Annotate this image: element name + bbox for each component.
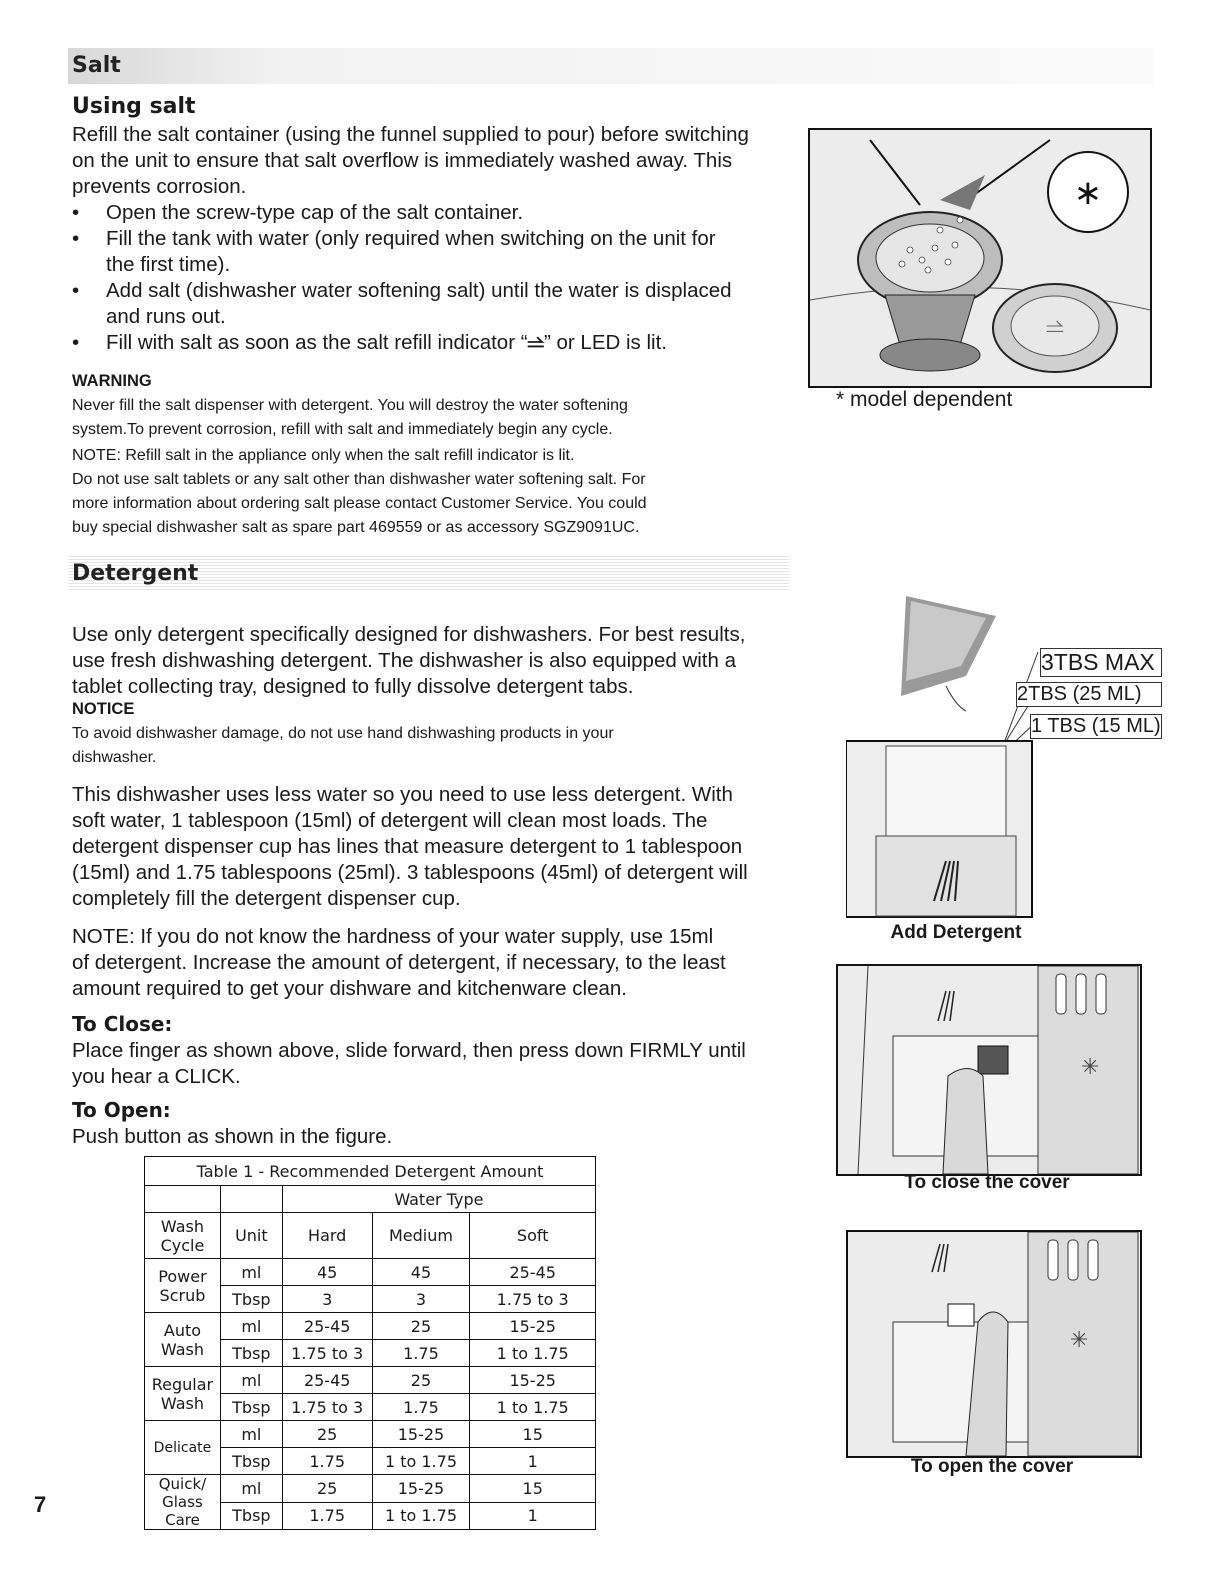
open-cover-caption: To open the cover [910, 1456, 1074, 1477]
table-row: Tbsp 3 3 1.75 to 3 [145, 1286, 596, 1313]
salt-steps-list [72, 200, 792, 356]
wash-cycle-cell: Auto Wash [145, 1313, 221, 1367]
column-header: Unit [220, 1213, 282, 1259]
notice-text: To avoid dishwasher damage, do not use hand dishwashing products in your dishwasher. [72, 725, 614, 766]
salt-step: • Add salt (dishwasher water softening salt) until the water is displaced and runs out. [72, 278, 792, 330]
column-header: Wash Cycle [145, 1213, 221, 1259]
table-title: Table 1 - Recommended Detergent Amount [145, 1157, 596, 1186]
to-close-heading: To Close: [72, 1012, 173, 1036]
table-row: Tbsp 1.75 1 to 1.75 1 [145, 1502, 596, 1530]
salt-refill-indicator-icon: ⥬ [527, 331, 544, 354]
column-header: Medium [372, 1213, 470, 1259]
measure-label-1tbs: 1 TBS (15 ML) [1031, 715, 1161, 737]
salt-note: NOTE: Refill salt in the appliance only when the salt refill indicator is lit. Do not use salt tablets or any salt other than dishwasher water softening salt. For more information about ordering salt please contact Customer Service. You could buy special dishwasher salt as spare part 469559 or as accessory SGZ9091UC. [72, 447, 647, 536]
wash-cycle-cell: Quick/ Glass Care [145, 1475, 221, 1530]
close-cover-caption: To close the cover [904, 1172, 1070, 1193]
salt-section-header: Salt [68, 48, 1154, 84]
open-cover-illustration [846, 1230, 1142, 1458]
add-detergent-caption: Add Detergent [890, 922, 1022, 943]
measure-label-2tbs: 2TBS (25 ML) [1016, 682, 1162, 707]
detergent-usage: This dishwasher uses less water so you need to use less detergent. With soft water, 1 tablespoon (15ml) of detergent will clean most loads. The detergent dispenser cup has lines that measure detergent to 1 tablespoon (15ml) and 1.75 tablespoons (25ml). 3 tablespoons (45ml) of detergent will completely fill the detergent dispenser cup. [72, 783, 748, 910]
svg-text:✳: ✳ [1081, 1055, 1100, 1080]
column-header: Hard [282, 1213, 372, 1259]
svg-text:✳: ✳ [1070, 1328, 1089, 1353]
detergent-note: NOTE: If you do not know the hardness of your water supply, use 15ml of detergent. Increase the amount of detergent, if necessary, to the least amount required to get your dishware and kitchenware clean. [72, 925, 726, 1000]
notice-title: NOTICE [72, 700, 135, 718]
to-close-text: Place finger as shown above, slide forward, then press down FIRMLY until you hear a CLICK. [72, 1039, 746, 1088]
water-type-header: Water Type [282, 1186, 595, 1213]
detergent-section-header: Detergent [68, 556, 790, 592]
table-row: Regular Wash ml 25-45 25 15-25 [145, 1367, 596, 1394]
svg-text:⥬: ⥬ [1046, 315, 1064, 340]
wash-cycle-cell: Delicate [145, 1421, 221, 1475]
salt-step: • Fill with salt as soon as the salt refill indicator “⥬” or LED is lit. [72, 330, 792, 356]
page-number: 7 [34, 1492, 47, 1517]
to-open-heading: To Open: [72, 1098, 171, 1122]
table-row: Power Scrub ml 45 45 25-45 [145, 1259, 596, 1286]
wash-cycle-cell: Power Scrub [145, 1259, 221, 1313]
to-open-text: Push button as shown in the figure. [72, 1125, 393, 1148]
warning-title: WARNING [72, 372, 152, 390]
salt-funnel-illustration [808, 128, 1152, 388]
measure-label-3tbs: 3TBS MAX [1040, 648, 1162, 677]
add-detergent-illustration [846, 596, 1164, 918]
table-row: Quick/ Glass Care ml 25 15-25 15 [145, 1475, 596, 1503]
column-header: Soft [470, 1213, 596, 1259]
detergent-amount-table [144, 1156, 596, 1530]
table-row: Auto Wash ml 25-45 25 15-25 [145, 1313, 596, 1340]
table-row: Tbsp 1.75 to 3 1.75 1 to 1.75 [145, 1394, 596, 1421]
close-cover-illustration [836, 964, 1142, 1176]
svg-text:∗: ∗ [1073, 173, 1103, 213]
salt-intro: Refill the salt container (using the funnel supplied to pour) before switching on the unit to ensure that salt overflow is immediately washed away. This prevents corrosion. [72, 123, 749, 198]
salt-step: • Open the screw-type cap of the salt container. [72, 200, 792, 226]
detergent-intro: Use only detergent specifically designed for dishwashers. For best results, use fresh dishwashing detergent. The dishwasher is also equipped with a tablet collecting tray, designed to fully dissolve detergent tabs. [72, 623, 746, 698]
salt-step: • Fill the tank with water (only required when switching on the unit for the first time). [72, 226, 792, 278]
using-salt-heading: Using salt [72, 94, 196, 119]
table-row: Delicate ml 25 15-25 15 [145, 1421, 596, 1448]
table-row: Tbsp 1.75 1 to 1.75 1 [145, 1448, 596, 1475]
model-dependent-caption: * model dependent [836, 388, 1013, 411]
table-row: Tbsp 1.75 to 3 1.75 1 to 1.75 [145, 1340, 596, 1367]
warning-text: Never fill the salt dispenser with detergent. You will destroy the water softening system.To prevent corrosion, refill with salt and immediately begin any cycle. [72, 397, 628, 438]
wash-cycle-cell: Regular Wash [145, 1367, 221, 1421]
